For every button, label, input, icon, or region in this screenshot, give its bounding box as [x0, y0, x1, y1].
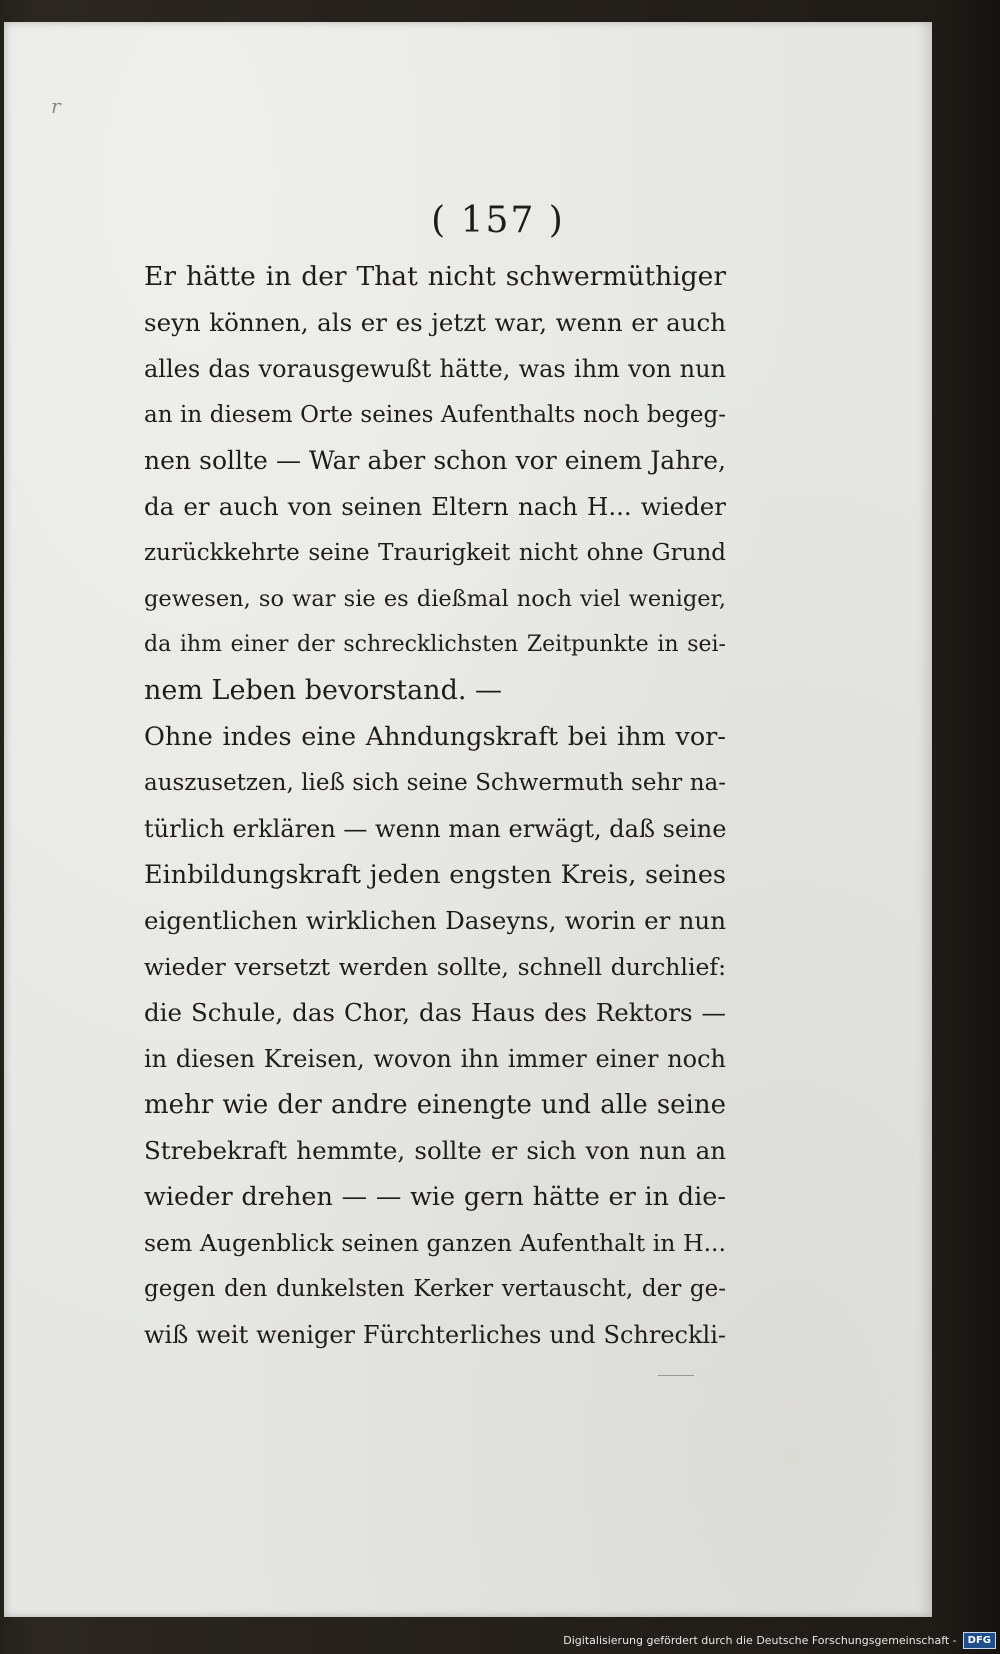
text-line: seyn können, als er es jetzt war, wenn er auch [144, 308, 726, 337]
text-line: nen sollte — War aber schon vor einem Jahre, [144, 446, 726, 475]
text-line: auszusetzen, ließ sich seine Schwermuth sehr na- [144, 770, 726, 796]
text-line: Einbildungskraft jeden engsten Kreis, seines [144, 860, 726, 890]
catchword-rule [658, 1375, 694, 1376]
text-line: zurückkehrte seine Traurigkeit nicht ohne Grund [144, 540, 726, 566]
text-line: wieder drehen — — wie gern hätte er in die- [144, 1182, 726, 1212]
book-page [4, 22, 932, 1617]
text-line: da ihm einer der schrecklichsten Zeitpunkte in sei- [144, 632, 726, 657]
text-line: mehr wie der andre einengte und alle seine [144, 1090, 726, 1120]
text-line: an in diesem Orte seines Aufenthalts noch begeg- [144, 402, 726, 428]
text-line: da er auch von seinen Eltern nach H... wieder [144, 492, 726, 521]
text-line: gegen den dunkelsten Kerker vertauscht, der ge- [144, 1276, 726, 1302]
text-line: die Schule, das Chor, das Haus des Rektors — [144, 998, 726, 1027]
text-line: Strebekraft hemmte, sollte er sich von nun an [144, 1136, 726, 1165]
text-line: Ohne indes eine Ahndungskraft bei ihm vor- [144, 722, 726, 752]
text-line: sem Augenblick seinen ganzen Aufenthalt in H... [144, 1229, 726, 1257]
digitization-footer [563, 1629, 996, 1651]
page-number: ( 157 ) [431, 200, 565, 241]
text-line: wiß weit weniger Fürchterliches und Schreckli- [144, 1321, 726, 1349]
text-line: wieder versetzt werden sollte, schnell durchlief: [144, 953, 726, 981]
text-line: gewesen, so war sie es dießmal noch viel weniger, [144, 586, 726, 612]
body-text [144, 254, 726, 1358]
pencil-mark: r [51, 94, 61, 118]
text-line: in diesen Kreisen, wovon ihn immer einer noch [144, 1045, 726, 1073]
text-line: eigentlichen wirklichen Daseyns, worin er nun [144, 906, 726, 935]
text-line: nem Leben bevorstand. — [144, 675, 503, 706]
text-line: alles das vorausgewußt hätte, was ihm von nun [144, 355, 726, 383]
funding-credit: Digitalisierung gefördert durch die Deutsche Forschungsgemeinschaft - [563, 1633, 957, 1647]
dfg-logo: DFG [963, 1632, 996, 1649]
text-line: türlich erklären — wenn man erwägt, daß seine [144, 815, 727, 843]
text-line: Er hätte in der That nicht schwermüthiger [144, 261, 726, 292]
